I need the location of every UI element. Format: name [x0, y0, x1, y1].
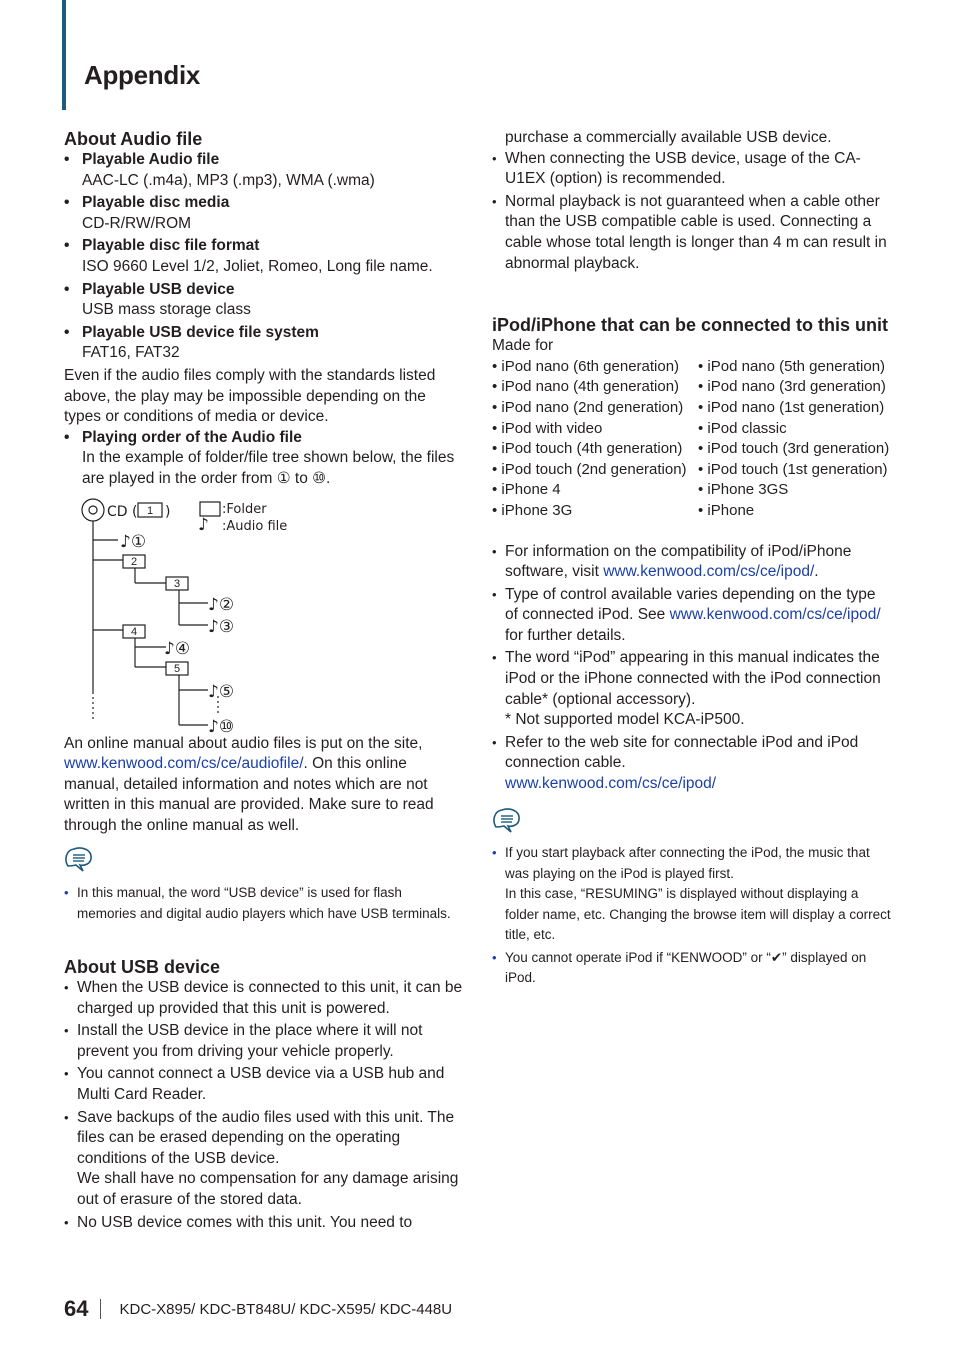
ipod-model: • iPod touch (3rd generation)	[698, 440, 890, 458]
ipod-bullet-1: • For information on the compatibility of iPod/iPhone software, visit www.kenwood.com/cs/ce/ipod/.	[492, 542, 892, 583]
ipod-link-3[interactable]: www.kenwood.com/cs/ce/ipod/	[505, 775, 717, 793]
usb-item: • No USB device comes with this unit. You need to	[64, 1213, 464, 1234]
about-audio-heading: About Audio file	[64, 129, 203, 149]
usb-item: • Save backups of the audio files used with this unit. The files can be erased depending on the operating conditions of the USB device. We shall have no compensation for any damage arising out of erasure of the stored data.	[64, 1108, 464, 1211]
svg-text:♪⑤: ♪⑤	[208, 681, 235, 702]
accent-bar	[62, 0, 66, 110]
left-column	[64, 128, 464, 1235]
usb-item: • When the USB device is connected to this unit, it can be charged up provided that this unit is powered.	[64, 978, 464, 1019]
ipod-model: • iPhone	[698, 501, 755, 519]
right-column	[492, 128, 892, 991]
ipod-model-grid	[492, 357, 892, 522]
made-for-label: Made for	[492, 337, 554, 355]
ipod-bullet-2: • Type of control available varies depending on the type of connected iPod. See www.kenwood.com/cs/ce/ipod/ for further details.	[492, 585, 892, 647]
svg-text:4: 4	[130, 625, 138, 638]
svg-text::Folder: :Folder	[222, 501, 267, 517]
ipod-link-1[interactable]: www.kenwood.com/cs/ce/ipod/	[603, 563, 815, 581]
ipod-model: • iPod nano (4th generation)	[492, 378, 680, 396]
usb-list-2	[492, 149, 892, 275]
ipod-link-2[interactable]: www.kenwood.com/cs/ce/ipod/	[669, 606, 881, 624]
ipod-bullet-3: • The word “iPod” appearing in this manual indicates the iPod or the iPhone connected with the iPod connection cable* (optional accessory). * Not supported model KCA-iP500.	[492, 648, 892, 730]
ipod-model: • iPod touch (4th generation)	[492, 440, 683, 458]
usb-item: • Install the USB device in the place where it will not prevent you from driving your vehicle properly.	[64, 1021, 464, 1062]
usb-item: • You cannot connect a USB device via a USB hub and Multi Card Reader.	[64, 1064, 464, 1105]
model-list: KDC-X895/ KDC-BT848U/ KDC-X595/ KDC-448U	[119, 1300, 453, 1318]
footer-divider	[100, 1299, 101, 1319]
spec-list	[64, 150, 464, 364]
svg-text:5: 5	[173, 662, 181, 675]
usb-note: • In this manual, the word “USB device” is used for flash memories and digital audio players which have USB terminals.	[64, 883, 464, 924]
svg-text:♪: ♪	[198, 514, 209, 535]
ipod-model: • iPhone 4	[492, 481, 561, 499]
ipod-model: • iPod touch (1st generation)	[698, 460, 888, 478]
usb-list	[64, 978, 464, 1233]
ipod-bullet-4: • Refer to the web site for connectable iPod and iPod connection cable. www.kenwood.com/cs/ce/ipod/	[492, 733, 892, 795]
audio-para: Even if the audio files comply with the standards listed above, the play may be impossible depending on the types or conditions of media or device.	[64, 366, 436, 426]
about-usb-heading: About USB device	[64, 957, 221, 978]
footer	[64, 1296, 452, 1322]
svg-text:♪⑩: ♪⑩	[208, 716, 235, 734]
usb-item: • When connecting the USB device, usage of the CA-U1EX (option) is recommended.	[492, 149, 892, 190]
note-icon	[492, 807, 522, 833]
ipod-model: • iPod nano (3rd generation)	[698, 378, 886, 396]
svg-text:3: 3	[173, 577, 181, 590]
ipod-note: • You cannot operate iPod if “KENWOOD” or “✔” displayed on iPod.	[492, 948, 892, 989]
ipod-model: • iPod with video	[492, 419, 603, 437]
note-icon	[64, 846, 94, 872]
ipod-model: • iPod classic	[698, 419, 787, 437]
svg-text:♪④: ♪④	[164, 638, 191, 659]
usb-item: • Normal playback is not guaranteed when a cable other than the USB compatible cable is used. Connecting a cable whose total length is longer than 4 m can result in abnormal playback.	[492, 192, 892, 274]
ipod-model: • iPod nano (1st generation)	[698, 398, 885, 416]
ipod-heading: iPod/iPhone that can be connected to this unit	[492, 315, 889, 336]
ipod-model: • iPod nano (2nd generation)	[492, 398, 684, 416]
ipod-notes	[492, 843, 892, 989]
ipod-model: • iPhone 3G	[492, 501, 573, 519]
spec-item: • Playable disc media CD-R/RW/ROM	[64, 193, 464, 234]
order-text: In the example of folder/file tree shown below, the files are played in the order from ① to ⑩.	[82, 449, 455, 487]
ipod-note: • If you start playback after connecting the iPod, the music that was playing on the iPod is played first. In this case, “RESUMING” is displayed without displaying a folder name, etc. Changing the browse item will display a correct title, etc.	[492, 843, 892, 946]
page-number: 64	[64, 1296, 89, 1321]
svg-text:): )	[165, 503, 171, 520]
ipod-model: • iPod touch (2nd generation)	[492, 460, 687, 478]
svg-text:1: 1	[146, 504, 154, 517]
ipod-model: • iPhone 3GS	[698, 481, 789, 499]
svg-text:CD (: CD (	[107, 503, 138, 520]
online-manual-para: An online manual about audio files is put on the site, www.kenwood.com/cs/ce/audiofile/. On this online manual, detailed information and notes which are not written in this manual are provided. Make sure to read through the online manual as well.	[64, 734, 434, 834]
ipod-model: • iPod nano (5th generation)	[698, 357, 886, 375]
audiofile-link[interactable]: www.kenwood.com/cs/ce/audiofile/	[64, 755, 304, 773]
usb-continued: purchase a commercially available USB device.	[505, 129, 832, 146]
svg-text:♪②: ♪②	[208, 594, 235, 615]
spec-item: • Playable disc file format ISO 9660 Level 1/2, Joliet, Romeo, Long file name.	[64, 236, 464, 277]
spec-item: • Playable USB device USB mass storage class	[64, 280, 464, 321]
svg-text:♪①: ♪①	[120, 531, 147, 552]
ipod-model: • iPod nano (6th generation)	[492, 357, 680, 375]
spec-item: • Playable Audio file AAC-LC (.m4a), MP3 (.mp3), WMA (.wma)	[64, 150, 464, 191]
svg-text::Audio file: :Audio file	[222, 518, 288, 534]
page-title: Appendix	[84, 60, 201, 90]
spec-item: • Playable USB device file system FAT16, FAT32	[64, 323, 464, 364]
svg-text:2: 2	[130, 555, 138, 568]
svg-text:♪③: ♪③	[208, 616, 235, 637]
order-label: • Playing order of the Audio file	[64, 428, 464, 449]
folder-tree-diagram	[64, 494, 464, 734]
